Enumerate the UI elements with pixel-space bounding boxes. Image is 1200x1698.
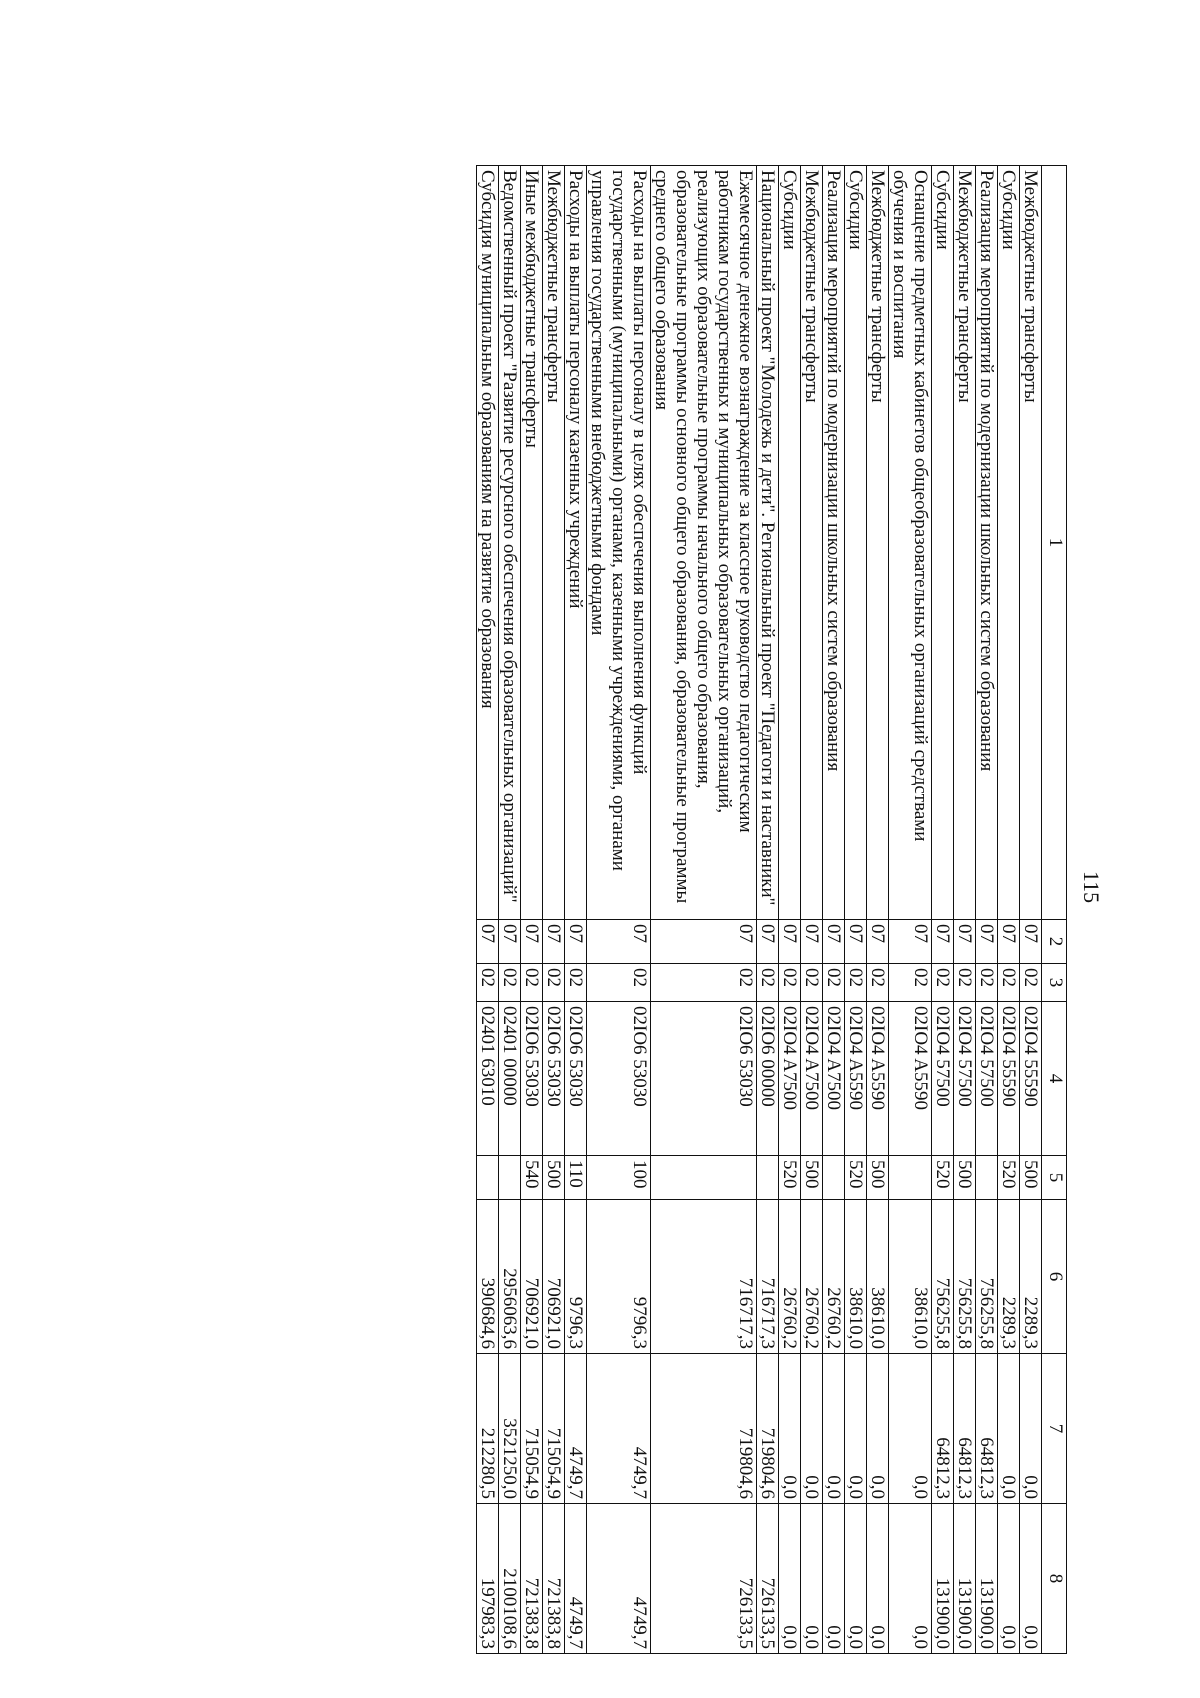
col-6-cell: 716717,3 xyxy=(757,1200,779,1354)
col-8-cell: 0,0 xyxy=(998,1504,1020,1654)
row-name-cell: Субсидии xyxy=(932,166,954,920)
col-2-cell: 07 xyxy=(867,920,889,964)
col-6-cell: 716717,3 xyxy=(651,1200,757,1354)
row-name-cell: Межбюджетные трансферты xyxy=(954,166,976,920)
col-5-cell: 500 xyxy=(801,1156,823,1200)
col-7-cell: 0,0 xyxy=(1020,1354,1042,1504)
col-2-cell: 07 xyxy=(801,920,823,964)
table-row xyxy=(651,166,757,1654)
table-row xyxy=(845,166,867,1654)
col-6-cell: 2289,3 xyxy=(998,1200,1020,1354)
col-6-cell: 706921,0 xyxy=(543,1200,565,1354)
col-6-cell: 38610,0 xyxy=(845,1200,867,1354)
col-4-cell: 02401 63010 xyxy=(477,1002,499,1156)
header-row xyxy=(1042,166,1067,1654)
col-5-cell xyxy=(477,1156,499,1200)
row-name-cell: Субсидии xyxy=(845,166,867,920)
col-8-cell: 721383,8 xyxy=(521,1504,543,1654)
col-6-cell: 756255,8 xyxy=(976,1200,998,1354)
col-2-cell: 07 xyxy=(889,920,932,964)
table-row xyxy=(1020,166,1042,1654)
page-number xyxy=(1076,872,1106,902)
row-name-cell: Межбюджетные трансферты xyxy=(1020,166,1042,920)
row-name-cell: Межбюджетные трансферты xyxy=(867,166,889,920)
col-2-cell: 07 xyxy=(587,920,651,964)
col-3-cell: 02 xyxy=(998,964,1020,1002)
table-row xyxy=(757,166,779,1654)
col-5-cell: 520 xyxy=(932,1156,954,1200)
col-7-cell: 0,0 xyxy=(998,1354,1020,1504)
col-7-cell: 719804,6 xyxy=(651,1354,757,1504)
col-7-cell: 212280,5 xyxy=(477,1354,499,1504)
col-7-cell: 0,0 xyxy=(801,1354,823,1504)
row-name-cell: Иные межбюджетные трансферты xyxy=(521,166,543,920)
col-3-cell: 02 xyxy=(521,964,543,1002)
col-4-cell: 02IO4 55590 xyxy=(998,1002,1020,1156)
header-cell: 2 xyxy=(1042,920,1067,964)
row-name-cell: Ежемесячное денежное вознаграждение за классное руководство педагогическим работникам государственных и муниципальных образовательных организаций, реализующих образовательные программы начального общего образования, образовательные программы основного общего образования, образовательные программы среднего общего образования xyxy=(651,166,757,920)
col-4-cell: 02IO6 53030 xyxy=(651,1002,757,1156)
col-4-cell: 02IO6 53030 xyxy=(587,1002,651,1156)
col-3-cell: 02 xyxy=(587,964,651,1002)
col-3-cell: 02 xyxy=(477,964,499,1002)
col-7-cell: 0,0 xyxy=(889,1354,932,1504)
col-3-cell: 02 xyxy=(1020,964,1042,1002)
table-row xyxy=(543,166,565,1654)
col-2-cell: 07 xyxy=(954,920,976,964)
table-row xyxy=(587,166,651,1654)
col-5-cell xyxy=(757,1156,779,1200)
col-7-cell: 715054,9 xyxy=(543,1354,565,1504)
col-5-cell xyxy=(499,1156,521,1200)
col-6-cell: 26760,2 xyxy=(801,1200,823,1354)
col-8-cell: 0,0 xyxy=(801,1504,823,1654)
col-6-cell: 26760,2 xyxy=(823,1200,845,1354)
col-4-cell: 02IO4 A5590 xyxy=(845,1002,867,1156)
col-2-cell: 07 xyxy=(565,920,587,964)
header-cell: 4 xyxy=(1042,1002,1067,1156)
col-4-cell: 02IO6 53030 xyxy=(565,1002,587,1156)
col-5-cell: 500 xyxy=(1020,1156,1042,1200)
header-cell: 1 xyxy=(1042,166,1067,920)
col-3-cell: 02 xyxy=(954,964,976,1002)
col-2-cell: 07 xyxy=(932,920,954,964)
col-6-cell: 9796,3 xyxy=(587,1200,651,1354)
col-3-cell: 02 xyxy=(801,964,823,1002)
col-3-cell: 02 xyxy=(651,964,757,1002)
header-cell: 3 xyxy=(1042,964,1067,1002)
col-3-cell: 02 xyxy=(867,964,889,1002)
table-row xyxy=(565,166,587,1654)
col-4-cell: 02IO4 A5590 xyxy=(867,1002,889,1156)
header-cell: 5 xyxy=(1042,1156,1067,1200)
col-7-cell: 0,0 xyxy=(779,1354,801,1504)
col-6-cell: 9796,3 xyxy=(565,1200,587,1354)
col-8-cell: 4749,7 xyxy=(565,1504,587,1654)
table-row xyxy=(823,166,845,1654)
col-6-cell: 2956063,6 xyxy=(499,1200,521,1354)
col-5-cell: 520 xyxy=(998,1156,1020,1200)
row-name-cell: Субсидии xyxy=(779,166,801,920)
col-2-cell: 07 xyxy=(499,920,521,964)
col-5-cell xyxy=(976,1156,998,1200)
col-7-cell: 0,0 xyxy=(867,1354,889,1504)
col-4-cell: 02IO6 00000 xyxy=(757,1002,779,1156)
col-8-cell: 4749,7 xyxy=(587,1504,651,1654)
col-2-cell: 07 xyxy=(477,920,499,964)
col-5-cell: 500 xyxy=(867,1156,889,1200)
col-8-cell: 726133,5 xyxy=(651,1504,757,1654)
col-7-cell: 64812,3 xyxy=(932,1354,954,1504)
row-name-cell: Ведомственный проект "Развитие ресурсного обеспечения образовательных организаций" xyxy=(499,166,521,920)
col-7-cell: 715054,9 xyxy=(521,1354,543,1504)
col-5-cell: 110 xyxy=(565,1156,587,1200)
col-6-cell: 26760,2 xyxy=(779,1200,801,1354)
col-3-cell: 02 xyxy=(757,964,779,1002)
col-6-cell: 390684,6 xyxy=(477,1200,499,1354)
col-8-cell: 131900,0 xyxy=(976,1504,998,1654)
col-8-cell: 0,0 xyxy=(823,1504,845,1654)
row-name-cell: Реализация мероприятий по модернизации школьных систем образования xyxy=(976,166,998,920)
col-2-cell: 07 xyxy=(757,920,779,964)
table-row xyxy=(779,166,801,1654)
col-8-cell: 131900,0 xyxy=(932,1504,954,1654)
row-name-cell: Межбюджетные трансферты xyxy=(801,166,823,920)
col-8-cell: 131900,0 xyxy=(954,1504,976,1654)
header-cell: 8 xyxy=(1042,1504,1067,1654)
col-7-cell: 0,0 xyxy=(823,1354,845,1504)
header-cell: 7 xyxy=(1042,1354,1067,1504)
col-6-cell: 706921,0 xyxy=(521,1200,543,1354)
col-4-cell: 02IO4 A7500 xyxy=(823,1002,845,1156)
table-row xyxy=(477,166,499,1654)
col-4-cell: 02IO4 A7500 xyxy=(779,1002,801,1156)
col-7-cell: 3521250,0 xyxy=(499,1354,521,1504)
col-5-cell: 520 xyxy=(845,1156,867,1200)
table-row xyxy=(889,166,932,1654)
col-7-cell: 64812,3 xyxy=(954,1354,976,1504)
col-8-cell: 0,0 xyxy=(889,1504,932,1654)
row-name-cell: Расходы на выплаты персоналу в целях обеспечения выполнения функций государственными (муниципальными) органами, казенными учреждениями, органами управления государственными внебюджетными фондами xyxy=(587,166,651,920)
col-3-cell: 02 xyxy=(565,964,587,1002)
col-7-cell: 0,0 xyxy=(845,1354,867,1504)
col-5-cell xyxy=(823,1156,845,1200)
col-3-cell: 02 xyxy=(779,964,801,1002)
col-3-cell: 02 xyxy=(499,964,521,1002)
col-2-cell: 07 xyxy=(521,920,543,964)
col-6-cell: 756255,8 xyxy=(954,1200,976,1354)
table-row xyxy=(867,166,889,1654)
budget-table xyxy=(476,165,1067,1654)
row-name-cell: Оснащение предметных кабинетов общеобразовательных организаций средствами обучения и воспитания xyxy=(889,166,932,920)
col-8-cell: 0,0 xyxy=(779,1504,801,1654)
col-8-cell: 0,0 xyxy=(1020,1504,1042,1654)
col-4-cell: 02IO4 57500 xyxy=(976,1002,998,1156)
col-4-cell: 02401 00000 xyxy=(499,1002,521,1156)
col-7-cell: 719804,6 xyxy=(757,1354,779,1504)
table-row xyxy=(932,166,954,1654)
col-3-cell: 02 xyxy=(976,964,998,1002)
col-8-cell: 0,0 xyxy=(867,1504,889,1654)
row-name-cell: Расходы на выплаты персоналу казенных учреждений xyxy=(565,166,587,920)
col-3-cell: 02 xyxy=(845,964,867,1002)
col-2-cell: 07 xyxy=(998,920,1020,964)
table-row xyxy=(521,166,543,1654)
col-2-cell: 07 xyxy=(823,920,845,964)
col-2-cell: 07 xyxy=(651,920,757,964)
col-3-cell: 02 xyxy=(889,964,932,1002)
table-row xyxy=(954,166,976,1654)
col-5-cell: 540 xyxy=(521,1156,543,1200)
col-8-cell: 2100108,6 xyxy=(499,1504,521,1654)
col-2-cell: 07 xyxy=(779,920,801,964)
row-name-cell: Субсидии xyxy=(998,166,1020,920)
col-5-cell xyxy=(889,1156,932,1200)
col-4-cell: 02IO4 A5590 xyxy=(889,1002,932,1156)
col-3-cell: 02 xyxy=(543,964,565,1002)
col-8-cell: 726133,5 xyxy=(757,1504,779,1654)
col-3-cell: 02 xyxy=(823,964,845,1002)
col-5-cell xyxy=(651,1156,757,1200)
col-6-cell: 2289,3 xyxy=(1020,1200,1042,1354)
table-row xyxy=(998,166,1020,1654)
page-number-text: 115 xyxy=(1079,870,1104,904)
col-6-cell: 38610,0 xyxy=(889,1200,932,1354)
budget-table-container xyxy=(77,165,1067,1653)
col-7-cell: 64812,3 xyxy=(976,1354,998,1504)
col-5-cell: 500 xyxy=(543,1156,565,1200)
col-2-cell: 07 xyxy=(1020,920,1042,964)
col-4-cell: 02IO4 57500 xyxy=(932,1002,954,1156)
col-6-cell: 756255,8 xyxy=(932,1200,954,1354)
col-4-cell: 02IO4 A7500 xyxy=(801,1002,823,1156)
col-5-cell: 100 xyxy=(587,1156,651,1200)
header-cell: 6 xyxy=(1042,1200,1067,1354)
col-4-cell: 02IO6 53030 xyxy=(543,1002,565,1156)
table-body xyxy=(477,166,1042,1654)
col-3-cell: 02 xyxy=(932,964,954,1002)
table-row xyxy=(976,166,998,1654)
row-name-cell: Национальный проект "Молодежь и дети". Региональный проект "Педагоги и наставники" xyxy=(757,166,779,920)
table-row xyxy=(499,166,521,1654)
col-7-cell: 4749,7 xyxy=(565,1354,587,1504)
col-8-cell: 197983,3 xyxy=(477,1504,499,1654)
col-4-cell: 02IO4 57500 xyxy=(954,1002,976,1156)
col-4-cell: 02IO6 53030 xyxy=(521,1002,543,1156)
col-8-cell: 721383,8 xyxy=(543,1504,565,1654)
col-8-cell: 0,0 xyxy=(845,1504,867,1654)
col-2-cell: 07 xyxy=(976,920,998,964)
table-row xyxy=(801,166,823,1654)
row-name-cell: Межбюджетные трансферты xyxy=(543,166,565,920)
col-2-cell: 07 xyxy=(845,920,867,964)
col-4-cell: 02IO4 55590 xyxy=(1020,1002,1042,1156)
row-name-cell: Реализация мероприятий по модернизации школьных систем образования xyxy=(823,166,845,920)
col-5-cell: 520 xyxy=(779,1156,801,1200)
col-6-cell: 38610,0 xyxy=(867,1200,889,1354)
row-name-cell: Субсидия муниципальным образованиям на развитие образования xyxy=(477,166,499,920)
col-2-cell: 07 xyxy=(543,920,565,964)
col-5-cell: 500 xyxy=(954,1156,976,1200)
col-7-cell: 4749,7 xyxy=(587,1354,651,1504)
